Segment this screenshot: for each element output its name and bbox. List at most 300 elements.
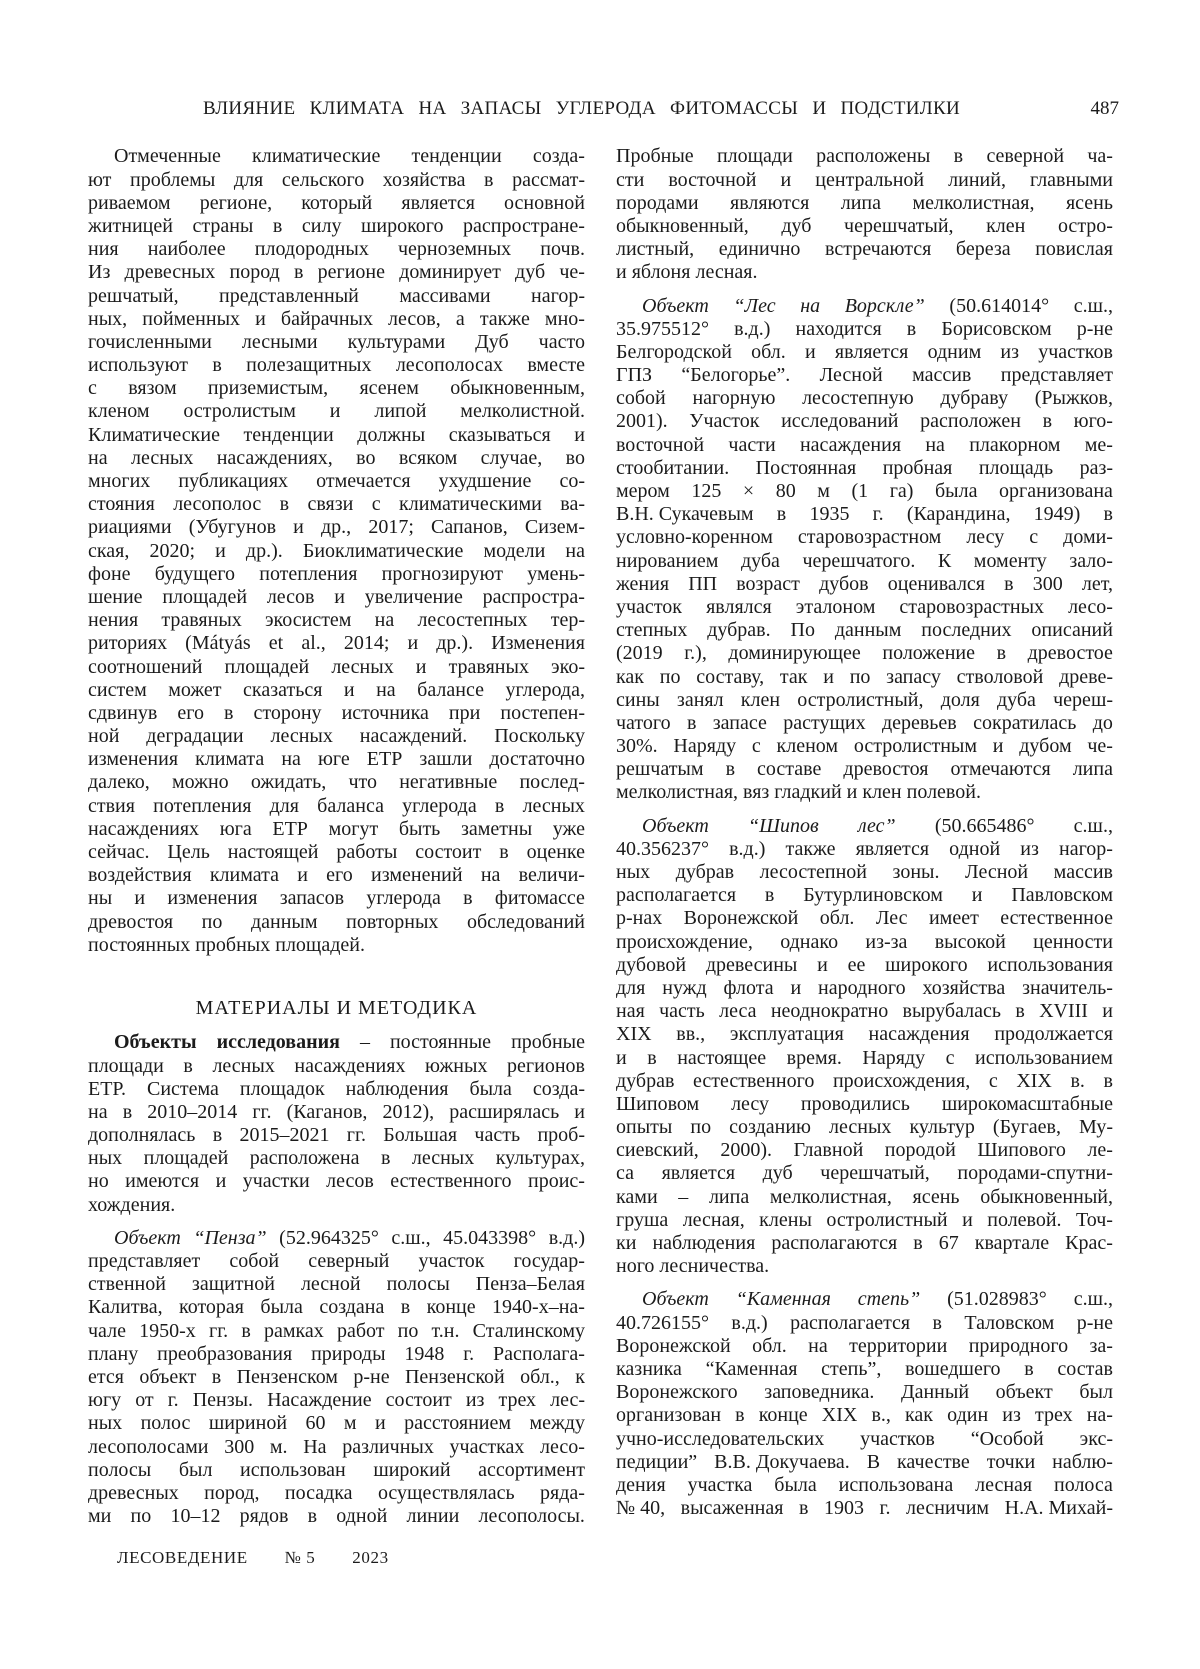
text-line (88, 540, 585, 563)
right-column (616, 145, 1113, 1520)
word: в (381, 1147, 390, 1170)
word: и (805, 341, 816, 364)
word: обыкновенным, (450, 377, 585, 400)
word: участков (1038, 341, 1113, 364)
word: в (735, 1404, 744, 1427)
word: являются (730, 192, 809, 215)
word: использована (839, 1474, 954, 1497)
text-line (616, 295, 1113, 318)
word: в (212, 1366, 221, 1389)
text-line (616, 884, 1113, 907)
word: далеко, (88, 771, 150, 794)
word: из (1000, 341, 1019, 364)
word: ясень (1066, 192, 1113, 215)
word: черешчатый, (844, 215, 954, 238)
text-line (616, 1116, 1113, 1139)
word: на (808, 1335, 828, 1358)
word: и (972, 884, 983, 907)
word: на (800, 295, 820, 318)
word: для (616, 977, 645, 1000)
word: была (260, 1296, 302, 1319)
text-line (88, 424, 585, 447)
word: дубрав. (707, 619, 770, 642)
word: полевой. (987, 1209, 1061, 1232)
word: послед- (519, 771, 585, 794)
word: Постоянная (756, 457, 857, 480)
word: продолжается (994, 1023, 1113, 1046)
word: плодородных (255, 238, 369, 261)
word: может (168, 679, 221, 702)
word: настоящей (228, 841, 319, 864)
word: в.д.) (549, 1227, 585, 1250)
text-line (616, 1209, 1113, 1232)
journal-name: ЛЕСОВЕДЕНИЕ (117, 1546, 248, 1570)
word: сины (616, 689, 660, 712)
word: решчатым (616, 758, 704, 781)
word: углерода (366, 887, 441, 910)
word: имеет (929, 907, 979, 930)
word: условно-коренном (616, 526, 773, 549)
word: в (308, 1505, 317, 1528)
word: Павловском (1011, 884, 1113, 907)
word: соотношений (88, 656, 202, 679)
word: объект (139, 1366, 196, 1389)
word: лесных (412, 1147, 474, 1170)
text-line (616, 689, 1113, 712)
word: Наряду (862, 1047, 925, 1070)
word: 45.043398° (443, 1227, 536, 1250)
word: могут (329, 818, 379, 841)
word: оценивался (888, 573, 985, 596)
word: возраст (736, 573, 800, 596)
word: Лесной (820, 364, 883, 387)
word: лесных (829, 1116, 891, 1139)
word: дубраву (940, 387, 1008, 410)
word: работ (337, 1320, 385, 1343)
word: × (743, 480, 754, 503)
text-line (88, 1320, 585, 1343)
word: качестве (897, 1451, 970, 1474)
word: состав (1057, 1358, 1113, 1381)
word: лесополосами (88, 1436, 209, 1459)
word: решчатый, (88, 285, 179, 308)
word: дополнялась (88, 1124, 195, 1147)
word: в (294, 261, 303, 284)
word: лесополосы. (478, 1505, 584, 1528)
word: эталоном (796, 596, 876, 619)
word: в (1104, 1070, 1113, 1093)
word: Борисовском (941, 318, 1051, 341)
word: происхождения, (833, 1070, 970, 1093)
text-line (616, 735, 1113, 758)
word: Главной (794, 1139, 864, 1162)
word: изменения (167, 887, 257, 910)
word: ны (88, 887, 112, 910)
word: в., (871, 1404, 890, 1427)
text-line (88, 656, 585, 679)
word: которая (179, 1296, 244, 1319)
word: массивами (399, 285, 490, 308)
word: Шиповом (616, 1093, 699, 1116)
word: объект (996, 1381, 1053, 1404)
text-line (616, 712, 1113, 735)
text-line (616, 503, 1113, 526)
text-line (88, 285, 585, 308)
word: в (687, 712, 696, 735)
word: воздействия (88, 864, 192, 887)
word: созда- (533, 145, 585, 168)
word: будущего (155, 563, 235, 586)
word: ча- (1087, 145, 1113, 168)
word: Сизем- (525, 516, 585, 539)
word: должны (357, 424, 425, 447)
text-line (88, 261, 585, 284)
word: “Особой (971, 1428, 1044, 1451)
word: в (997, 642, 1006, 665)
word: клен (986, 215, 1025, 238)
word: быть (399, 818, 440, 841)
text-line (616, 1070, 1113, 1093)
word: леса (719, 1000, 756, 1023)
word: состоит (415, 841, 481, 864)
word: чатого (616, 712, 671, 735)
word: также (480, 308, 530, 331)
word: негативные (399, 771, 497, 794)
word: естественное (1000, 907, 1113, 930)
word: лесостепных (417, 609, 527, 632)
text-line (616, 387, 1113, 410)
word: тер- (551, 609, 585, 632)
word: 1949) (1034, 503, 1081, 526)
word: оценке (527, 841, 585, 864)
word: обыкновенный, (616, 215, 749, 238)
word: 60 (305, 1412, 325, 1435)
word: остролистный (826, 1209, 947, 1232)
text-line (616, 169, 1113, 192)
word: сельского (282, 169, 364, 192)
text-line (88, 1459, 585, 1482)
word: Отмеченные (114, 145, 221, 168)
word: пород, (204, 1482, 259, 1505)
word: государ- (514, 1250, 585, 1273)
word: ясень (913, 1186, 960, 1209)
word: 2020; (149, 540, 195, 563)
text-line (616, 410, 1113, 433)
word: лесо- (540, 1436, 585, 1459)
word: обл., (520, 1366, 560, 1389)
word: с (88, 377, 97, 400)
word: – (360, 1031, 370, 1054)
word: Объект (642, 295, 709, 318)
word: ной (88, 725, 119, 748)
word: лесными (242, 331, 318, 354)
text-line (88, 841, 585, 864)
word: Изменения (491, 632, 585, 655)
word: из (1020, 838, 1039, 861)
word: в (933, 1312, 942, 1335)
word: в (1004, 573, 1013, 596)
word: сторону (254, 702, 322, 725)
word: запасу (886, 666, 941, 689)
word: полоса (1054, 1474, 1113, 1497)
word: дубом (1019, 735, 1071, 758)
text-line (88, 238, 585, 261)
word: старовозрастном (798, 526, 941, 549)
text-line (88, 1366, 585, 1389)
word: ми (88, 1505, 111, 1528)
word: древостоя (88, 911, 173, 934)
word: лес” (858, 815, 896, 838)
word: организована (999, 480, 1113, 503)
word: вязом (128, 377, 176, 400)
word: ных, (88, 308, 127, 331)
word: проблемы (130, 169, 215, 192)
word: ясенем (359, 377, 418, 400)
word: г. (873, 503, 884, 526)
word: широкий (373, 1459, 450, 1482)
word: однако (780, 931, 838, 954)
word: и (344, 679, 355, 702)
section-heading: МАТЕРИАЛЫ И МЕТОДИКА (88, 993, 585, 1023)
text-line (88, 1147, 585, 1170)
word: деградации (146, 725, 243, 748)
word: с (1029, 526, 1038, 549)
text-line (616, 1139, 1113, 1162)
word: северный (308, 1250, 389, 1273)
word: 300 (1033, 573, 1063, 596)
word: в (907, 318, 916, 341)
word: в (241, 1320, 250, 1343)
running-title (203, 97, 960, 121)
word: создана (319, 1296, 384, 1319)
word: площади (717, 145, 793, 168)
word: на (88, 447, 108, 470)
word: в (401, 1296, 410, 1319)
word: и (781, 169, 792, 192)
word: для (270, 795, 299, 818)
word: гг. (347, 1124, 366, 1147)
word: встречаются (825, 238, 931, 261)
word: пробные (511, 1031, 585, 1054)
word: черешчатого. (803, 550, 916, 573)
word: ценности (1033, 931, 1113, 954)
word: ных (88, 1147, 122, 1170)
word: организован (616, 1404, 721, 1427)
text-line (88, 1412, 585, 1435)
word: прогнозируют (382, 563, 503, 586)
word: одной (336, 1505, 387, 1528)
word: В.Н. Сукачевым (616, 503, 754, 526)
word: мелколистная, (770, 1186, 892, 1209)
text-line (88, 331, 585, 354)
word: лесная (975, 1474, 1032, 1497)
word: Система (147, 1078, 219, 1101)
word: 80 (776, 480, 796, 503)
word: КЛИМАТА (310, 97, 405, 121)
text-line (88, 1101, 585, 1124)
word: климатическими (399, 493, 542, 516)
word: Пробные (616, 145, 694, 168)
text-line (88, 1296, 585, 1319)
word: в.д.) (731, 1312, 767, 1335)
word: от (135, 1389, 153, 1412)
text-line (616, 550, 1113, 573)
word: XIX (822, 1404, 858, 1427)
word: юге (318, 748, 350, 771)
word: “Каменная (736, 1288, 831, 1311)
word: древесных (88, 1482, 179, 1505)
text-line (88, 1170, 585, 1193)
word: главными (1030, 169, 1113, 192)
word: постоянные (390, 1031, 491, 1054)
word: Насаждение (267, 1389, 371, 1412)
word: вместе (527, 354, 585, 377)
word: и (216, 1170, 227, 1193)
word: лесу (731, 1093, 769, 1116)
word: мелколистной. (460, 400, 585, 423)
word: шириной (209, 1412, 287, 1435)
word: и (330, 400, 341, 423)
text-line: и яблоня лесная. (616, 261, 1113, 284)
word: площадей (162, 586, 247, 609)
word: Данный (901, 1381, 969, 1404)
text-line (616, 1232, 1113, 1255)
word: значитель- (1022, 977, 1113, 1000)
text-line (616, 1428, 1113, 1451)
word: – (678, 1186, 688, 1209)
word: XIX (616, 1023, 652, 1046)
word: заповедника. (764, 1381, 874, 1404)
word: южных (425, 1055, 487, 1078)
text-line (88, 516, 585, 539)
word: части (728, 434, 775, 457)
word: обл. (751, 341, 786, 364)
word: участок (419, 1250, 485, 1273)
word: (1 (851, 480, 868, 503)
word: проис- (528, 1170, 585, 1193)
word: используют (88, 354, 188, 377)
word: полезащитных (246, 354, 371, 377)
word: и (297, 864, 308, 887)
word: лесов, (388, 308, 441, 331)
word: 2001). (616, 410, 668, 433)
word: клены (759, 1209, 812, 1232)
word: сиевский, (616, 1139, 699, 1162)
word: повторных (346, 911, 438, 934)
text-line (88, 795, 585, 818)
word: В.В. Докучаева. (714, 1451, 850, 1474)
word: увеличение (365, 586, 463, 609)
text-line (616, 758, 1113, 781)
word: площадей (144, 1147, 229, 1170)
word: площадь (979, 457, 1053, 480)
word: липа (709, 1186, 749, 1209)
word: вв., (676, 1023, 705, 1046)
word: ПОДСТИЛКИ (841, 97, 960, 121)
word: источника (342, 702, 429, 725)
word: и (255, 308, 266, 331)
word: XIX (1016, 1070, 1052, 1093)
word: имеются (125, 1170, 199, 1193)
word: культур (909, 1116, 974, 1139)
word: уже (553, 818, 585, 841)
word: 1940-х–на- (492, 1296, 585, 1319)
word: насаждениях (88, 818, 199, 841)
word: (50.614014° (949, 295, 1049, 318)
text-line (88, 1250, 585, 1273)
word: экосистем (265, 609, 352, 632)
word: Лесной (965, 861, 1028, 884)
word: с.ш., (1074, 1288, 1113, 1311)
word: распростра- (483, 586, 585, 609)
word: пойменных (142, 308, 240, 331)
word: Му- (1079, 1116, 1113, 1139)
word: (52.964325° (279, 1227, 379, 1250)
text-line (88, 1273, 585, 1296)
word: 1903 (824, 1497, 864, 1520)
word: его (177, 702, 204, 725)
word: В (867, 1451, 880, 1474)
word: полос (141, 1412, 191, 1435)
word: кленом (777, 735, 839, 758)
word: Наряду (673, 735, 736, 758)
word: эксплуатация (730, 1023, 844, 1046)
word: раз- (1080, 457, 1113, 480)
text-line (616, 1335, 1113, 1358)
word: Пенза–Белая (476, 1273, 585, 1296)
word: данным (835, 619, 902, 642)
word: регионе (318, 261, 385, 284)
word: Пензенском (237, 1366, 338, 1389)
word: липой (374, 400, 426, 423)
word: является (835, 341, 909, 364)
word: Бутурлиновском (803, 884, 943, 907)
word: часть (474, 1124, 520, 1147)
word: ФИТОМАССЫ (670, 97, 798, 121)
word: жения (616, 573, 669, 596)
word: что (348, 771, 377, 794)
word: также (785, 838, 835, 861)
word: береза (956, 238, 1011, 261)
word: на (88, 1101, 108, 1124)
word: ЕТР. (88, 1078, 126, 1101)
word: УГЛЕРОДА (556, 97, 656, 121)
word: череш- (1053, 689, 1113, 712)
word: с.ш., (1074, 815, 1113, 838)
word: (Mátyás (185, 632, 251, 655)
word: опыты (616, 1116, 672, 1139)
text-line (88, 1436, 585, 1459)
word: шение (88, 586, 143, 609)
word: баланса (317, 795, 384, 818)
word: “Шипов (748, 815, 819, 838)
word: и (817, 954, 828, 977)
word: лесных (212, 1055, 274, 1078)
word: с (946, 1047, 955, 1070)
word: Объект (642, 815, 709, 838)
text-line (616, 1288, 1113, 1311)
word: зоны. (893, 861, 940, 884)
word: в (1024, 1358, 1033, 1381)
word: потепления (259, 563, 357, 586)
word: представляет (1001, 364, 1113, 387)
word: систем (88, 679, 147, 702)
word: в (183, 1055, 192, 1078)
word: породами-спутни- (957, 1162, 1113, 1185)
word: остро- (1058, 215, 1113, 238)
word: в (495, 795, 504, 818)
word: из-за (865, 931, 907, 954)
